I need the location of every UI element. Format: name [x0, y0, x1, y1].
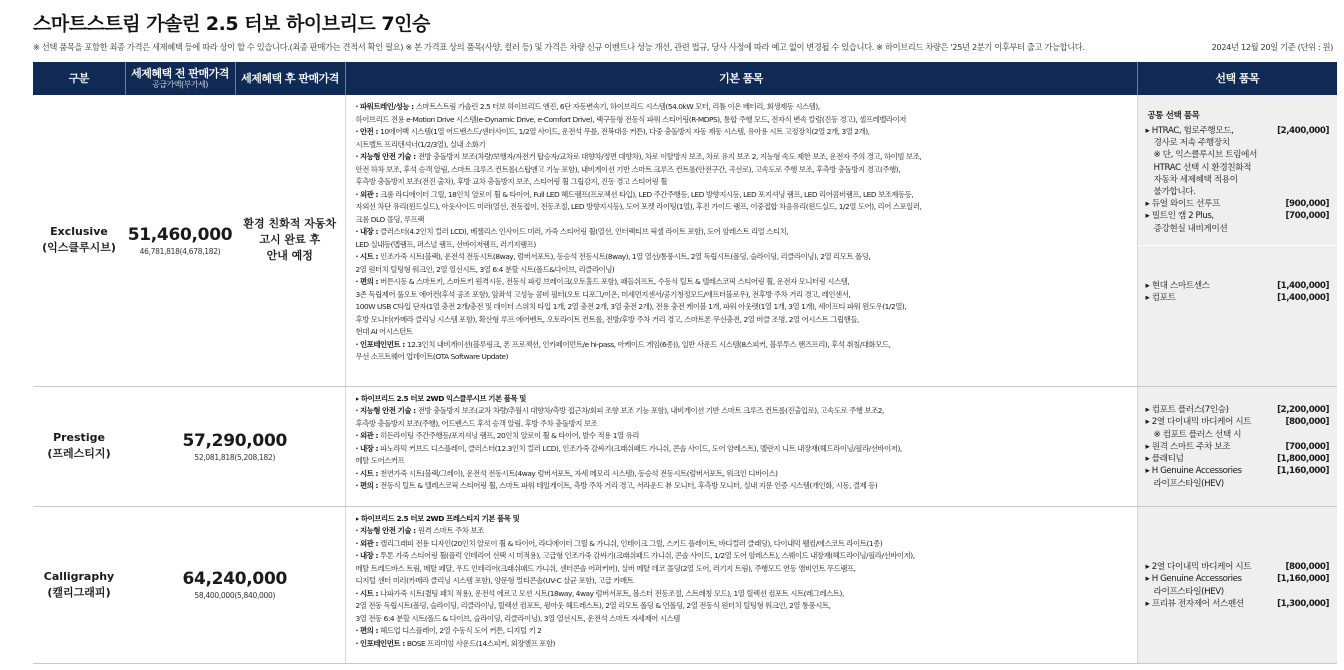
- spec-line: [356, 139, 1129, 152]
- basic-items: [345, 386, 1137, 506]
- spec-line: [356, 563, 1129, 576]
- option-item: [1146, 598, 1330, 610]
- spec-line: [356, 189, 1129, 202]
- option-item: [1146, 404, 1330, 416]
- trim-name-ko: (프레스티지): [47, 447, 111, 460]
- spec-line: [356, 430, 1129, 443]
- option-item: [1146, 573, 1330, 585]
- option-name: ▸ 원격 스마트 주차 보조: [1145, 441, 1231, 452]
- spec-text: 히든라이팅 주간주행등/포지셔닝 램프, 20인치 알로이 휠 & 타이어, 발수 적용 1열 유리: [380, 431, 639, 440]
- option-item: [1146, 561, 1330, 573]
- eco-note-3: 안내 예정: [266, 249, 313, 263]
- option-items: [1137, 506, 1337, 663]
- spec-text: 10에어백 시스템(1열 어드밴스드/센터사이드, 1/2열 사이드, 운전석 무릎, 전복대응 커튼), 다중 충돌방지 자동 제동 시스템, 유아용 시트 고정장치(2열 2개, 3열 2개),: [380, 127, 870, 136]
- spec-line: [356, 525, 1129, 538]
- price-cell: [125, 95, 235, 386]
- trim-name-en: Calligraphy: [43, 569, 115, 583]
- spec-line: [356, 351, 1129, 364]
- spec-text: 하이브리드 전용 e-Motion Drive 시스템(e-Dynamic Drive, e-Comfort Drive), 랙구동형 전동식 파워 스티어링(R-MDPS), 통합 주행 모드, 전자식 변속 칼럼(진동 경고), 셀프레벨라이저: [355, 114, 906, 124]
- spec-text: 디지털 센터 미러(카메라 클리닝 시스템 포함), 양문형 멀티콘솔(UV-C 살균 포함), 고급 카매트: [355, 576, 634, 585]
- spec-line: [356, 114, 1129, 127]
- spec-line: [356, 164, 1129, 177]
- spec-line: [356, 480, 1129, 493]
- spec-line: [356, 126, 1129, 139]
- option-name: ▸ 듀얼 와이드 선루프: [1145, 199, 1220, 210]
- spec-text: 2열 원터치 틸팅형 워크인, 2열 열선시트, 3열 6:4 분할 시트(폴드&다이브, 리클라이닝): [355, 264, 615, 274]
- spec-label: · 지능형 안전 기술 :: [355, 526, 418, 535]
- option-gap: [1146, 246, 1330, 280]
- price-cell: [125, 506, 345, 663]
- spec-line: [356, 339, 1129, 352]
- spec-text: 후측방 충돌방지 보조(주행), 어드밴스드 후석 승객 알림, 후방 주차 충돌방지 보조: [355, 418, 598, 428]
- spec-text: 메탈 트레드바스 트림, 메탈 페달, 우드 인테리어(크래쉬패드 가니쉬, 센터콘솔 어퍼커버), 실버 메탈 데코 몰딩(2열 도어, 러기지 트림), 주행모드 연동 앰비언트 무드램프,: [355, 563, 856, 573]
- option-name: ▸ 프리뷰 전자제어 서스펜션: [1145, 598, 1244, 609]
- spec-line: [356, 226, 1129, 239]
- spec-text: 투톤 가죽 스티어링 휠(플럭 인테리어 선택 시 미적용), 고급형 인조가죽 감싸기(크래쉬패드 가니쉬, 콘솔 사이드, 1/2열 도어 암레스트), 스웨이드 내장재(헤드라이닝/필라/선바이저),: [380, 551, 915, 560]
- spec-text: 자외선 차단 유리(윈드실드), 아웃사이드 미러(열선, 전동접이, 전동조절, LED 방향지시등), 도어 포켓 라이팅(1열), 후진 가이드 램프, 이중접합 차음유리(윈드실드, 1/2열 도어), 리어 스포일러,: [355, 202, 922, 211]
- spec-text: 전방 충돌방지 보조(교차 차량/추월시 대향차/측방 접근차/회피 조향 보조 기능 포함), 내비게이션 기반 스마트 크루즈 컨트롤(진출입로), 고속도로 주행 보조2,: [417, 406, 884, 415]
- spec-line: [356, 301, 1129, 314]
- basic-items: [345, 95, 1137, 386]
- spec-label: · 시트 :: [355, 252, 381, 261]
- option-name: ▸ 빌트인 캠 2 Plus,: [1145, 211, 1214, 222]
- spec-text: LED 실내등(맵램프, 퍼스널 램프, 선바이저램프, 러기지램프): [355, 239, 536, 249]
- spec-line: [356, 326, 1129, 339]
- option-price: [1,160,000]: [1277, 466, 1329, 477]
- option-price: [1,400,000]: [1277, 293, 1329, 304]
- option-name: ▸ 현대 스마트센스: [1145, 280, 1210, 291]
- spec-label: · 편의 :: [355, 626, 381, 635]
- header-price-before-label: 세제혜택 전 판매가격: [131, 67, 229, 81]
- header-options: 선택 품목: [1137, 62, 1337, 95]
- option-detail: 증강현실 내비게이션: [1153, 223, 1228, 234]
- spec-label: · 인포테인먼트 :: [355, 638, 407, 648]
- option-detail: ※ 컴포트 플러스 선택 시: [1153, 429, 1242, 440]
- spec-label: · 지능형 안전 기술 :: [355, 152, 418, 161]
- spec-label: · 외관 :: [355, 431, 381, 440]
- spec-line: [356, 600, 1129, 613]
- spec-text: 파노라믹 커브드 디스플레이, 클러스터(12.3인치 컬러 LCD), 인조가죽 감싸기(크래쉬패드 가니쉬, 콘솔 사이드, 도어 암레스트), 멜란지 니트 내장재(헤드라이닝/필라/선바이저),: [380, 443, 902, 453]
- spec-text: 안전 하차 보조, 후석 승객 알림, 스마트 크루즈 컨트롤(스탑앤고 기능 포함), 내비게이션 기반 스마트 크루즈 컨트롤(안전구간, 곡선로), 고속도로 주행 보조, 후측방 충돌방지 경고(주행),: [355, 164, 901, 174]
- supply-price: 52,081,818(5,208,182): [194, 452, 276, 462]
- spec-text: 버튼시동 & 스마트키, 스마트키 원격시동, 전동식 파킹 브레이크(오토홀드 포함), 패들쉬프트, 수동식 틸트 & 텔레스코픽 스티어링 휠, 운전자 모니터링 시스템,: [380, 277, 850, 286]
- table-row: [33, 386, 1337, 506]
- spec-text: 헤드업 디스플레이, 2열 수동식 도어 커튼, 디지털 키 2: [380, 626, 542, 635]
- option-price: [700,000]: [1285, 441, 1329, 452]
- supply-price: 46,781,818(4,678,182): [139, 246, 221, 256]
- reference-date: 2024년 12월 20일 기준 (단위 : 원): [1206, 41, 1333, 53]
- spec-line: [356, 239, 1129, 252]
- spec-label: · 내장 :: [355, 227, 381, 236]
- option-name: ▸ 2열 다이내믹 바디케어 시트: [1145, 562, 1252, 573]
- option-name: ▸ 플래티넘: [1145, 454, 1184, 465]
- spec-line: [356, 418, 1129, 431]
- spec-text: 100W USB C타입 단자(1열 충전 2개/충전 및 데이터 스위치 타입 1개, 2열 충전 2개, 3열 충전 2개), 전용 충전 케이블 1개, 파워 아웃렛(1열 1개, 3열 1개), 세이프티 파워 윈도우(1/2열),: [355, 302, 907, 311]
- spec-text: 인조가죽 시트(블랙), 운전석 전동시트(8way, 럼버서포트), 동승석 전동시트(8way), 1열 열선/통풍시트, 2열 독립시트(폴딩, 슬라이딩, 리클라이닝), 2열 리모트 폴딩,: [380, 252, 871, 261]
- spec-line: [356, 176, 1129, 189]
- option-item: [1146, 280, 1330, 292]
- option-price: [1,800,000]: [1277, 454, 1329, 465]
- spec-line: [356, 405, 1129, 418]
- spec-text: 캘리그래피 전용 디자인(20인치 알로이 휠 & 타이어, 라디에이터 그릴 & 가니쉬, 인테이크 그릴, 스키드 플레이트, 바디컬러 클래딩), 다이내믹 웰컴/에스코트 라이트(1종): [380, 538, 883, 548]
- spec-line: [356, 101, 1129, 114]
- option-detail: 라이프스타일(HEV): [1153, 478, 1224, 489]
- spec-label: · 파워트레인/성능 :: [355, 102, 416, 111]
- option-price: [800,000]: [1285, 562, 1329, 573]
- option-name: ▸ 컴포트: [1145, 293, 1176, 304]
- spec-line: [356, 468, 1129, 481]
- spec-line: [356, 613, 1129, 626]
- spec-label: · 시트 :: [355, 468, 381, 478]
- option-price: [2,200,000]: [1277, 405, 1329, 416]
- option-detail: ※ 단, 익스클루시브 트림에서: [1153, 150, 1257, 161]
- option-price: [1,300,000]: [1277, 598, 1329, 609]
- spec-line: [356, 214, 1129, 227]
- option-item: [1146, 292, 1330, 304]
- spec-label: · 내장 :: [355, 443, 381, 453]
- spec-text: 3열 전동 6:4 분할 시트(폴드 & 다이브, 슬라이딩, 리클라이닝), 3열 열선시트, 운전석 스마트 자세제어 시스템: [355, 613, 680, 623]
- eco-note-1: 환경 친화적 자동차: [243, 217, 337, 231]
- spec-line: [356, 588, 1129, 601]
- option-detail: 라이프스타일(HEV): [1153, 586, 1224, 597]
- spec-text: 시트벨트 프리텐셔너(1/2/3열), 실내 소화기: [355, 139, 486, 149]
- header-price-after: 세제혜택 후 판매가격: [235, 62, 345, 95]
- spec-label: · 지능형 안전 기술 :: [355, 406, 418, 415]
- spec-text: BOSE 프리미엄 사운드(14스피커, 외장앰프 포함): [406, 638, 556, 648]
- page-title: 스마트스트림 가솔린 2.5 터보 하이브리드 7인승: [33, 13, 430, 35]
- spec-text: 천연가죽 시트(블랙/그레이), 운전석 전동시트(4way 럼버서포트, 자세 메모리 시스템), 동승석 전동시트(럼버서포트, 워크인 디바이스): [380, 468, 778, 478]
- option-items: [1137, 386, 1337, 506]
- basic-items: [345, 506, 1137, 663]
- eco-note-2: 고시 완료 후: [259, 233, 321, 247]
- spec-text: 크롬 DLO 몰딩, 루프랙: [355, 214, 424, 224]
- spec-line: [356, 201, 1129, 214]
- spec-text: 무선 소프트웨어 업데이트(OTA Software Update): [355, 352, 509, 361]
- trim-name-ko: (익스클루시브): [42, 241, 116, 255]
- spec-text: 나파가죽 시트(퀼팅 패치 적용), 운전석 에르고 모션 시트(18way, 4way 럼버서포트, 볼스터 전동조절, 스트레칭 모드), 1열 릴렉션 컴포트 시트(레그레스트),: [380, 588, 844, 598]
- option-price: [2,400,000]: [1277, 126, 1329, 136]
- option-price: [700,000]: [1285, 211, 1329, 222]
- spec-line: [356, 575, 1129, 588]
- spec-text: 전방 충돌방지 보조(차량/보행자/자전거 탑승자/교차로 대향차/정면 대향차), 차로 이탈방지 보조, 차로 유지 보조 2, 지능형 속도 제한 보조, 운전자 주의 경고, 하이빔 보조,: [417, 152, 922, 161]
- option-price: [900,000]: [1285, 199, 1329, 210]
- spec-line: [356, 151, 1129, 164]
- spec-text: 스마트스트림 가솔린 2.5 터보 하이브리드 엔진, 6단 자동변속기, 하이브리드 시스템(54.0kW 모터, 리튬 이온 배터리, 회생제동 시스템),: [415, 102, 820, 111]
- spec-label: · 안전 :: [355, 127, 381, 136]
- trim-name: [33, 386, 125, 506]
- spec-text: 크롬 라디에이터 그릴, 18인치 알로이 휠 & 타이어, Full LED 헤드램프(프로젝션 타입), LED 주간주행등, LED 방향지시등, LED 포지셔닝 램프, LED 리어콤비램프, LED 보조제동등,: [380, 189, 914, 199]
- spec-label: · 시트 :: [355, 588, 381, 598]
- spec-line: [356, 314, 1129, 327]
- price-table: [33, 62, 1337, 664]
- price-before-tax: 64,240,000: [182, 569, 288, 589]
- option-price: [800,000]: [1285, 417, 1329, 428]
- spec-line: [356, 638, 1129, 651]
- spec-line: [356, 538, 1129, 551]
- spec-line: [356, 455, 1129, 468]
- spec-text: 후측방 충돌방지 보조(전진 출차), 후방 교차 충돌방지 보조, 스티어링 휠 그립감지, 진동 경고 스티어링 휠: [355, 177, 667, 186]
- option-name: ▸ H Genuine Accessories: [1145, 574, 1242, 585]
- spec-line: [356, 550, 1129, 563]
- spec-line: [356, 251, 1129, 264]
- spec-line: [356, 264, 1129, 277]
- trim-name: [33, 95, 125, 386]
- option-price: [1,400,000]: [1277, 280, 1329, 291]
- spec-text: 2열 전동 독립시트(폴딩, 슬라이딩, 리클라이닝, 릴렉션 컴포트, 윙아웃 헤드레스트), 2열 리모트 폴딩 & 언폴딩, 2열 전동식 원터치 틸팅형 워크인, 2열 통풍시트,: [355, 601, 831, 610]
- supply-price: 58,400,000(5,840,000): [194, 591, 276, 600]
- option-item: [1146, 465, 1330, 477]
- spec-text: 현대 AI 어시스턴트: [355, 327, 413, 336]
- option-detail: 불가합니다.: [1153, 187, 1196, 198]
- option-item: [1146, 125, 1330, 137]
- option-item: [1146, 453, 1330, 465]
- spec-label: · 인포테인먼트 :: [355, 339, 407, 349]
- spec-text: 메탈 도어스커프: [355, 456, 405, 465]
- spec-label: · 외관 :: [355, 189, 381, 199]
- trim-name-ko: (캘리그래피): [47, 585, 111, 599]
- notice-text: [33, 41, 1333, 53]
- header-price-before: [125, 62, 235, 95]
- option-name: ▸ 2열 다이내믹 바디케어 시트: [1145, 417, 1252, 428]
- spec-line: [356, 513, 1129, 526]
- spec-line: [356, 276, 1129, 289]
- spec-line: [356, 289, 1129, 302]
- table-row: [33, 95, 1337, 386]
- header-trim: 구분: [33, 62, 125, 95]
- table-header-row: [33, 62, 1337, 95]
- spec-text: 원격 스마트 주차 보조: [417, 526, 484, 535]
- price-after-tax: [235, 95, 345, 386]
- trim-name-en: Exclusive: [50, 225, 108, 239]
- option-detail: 자동차 세제혜택 적용이: [1153, 174, 1238, 185]
- spec-text: 후방 모니터(카메라 클리닝 시스템 포함), 확산형 루프 에어벤트, 오토라이트 컨트롤, 전방/후방 주차 거리 경고, 스마트폰 무선충전, 2열 버클 조명, 2열 어시스트 그립핸들,: [355, 314, 859, 324]
- spec-label: · 편의 :: [355, 481, 381, 490]
- option-item: [1146, 441, 1330, 453]
- price-before-tax: 51,460,000: [127, 224, 233, 245]
- spec-line: [356, 443, 1129, 456]
- option-detail: 경사로 저속 주행장치: [1153, 138, 1230, 149]
- price-cell: [125, 386, 345, 506]
- spec-text: 3존 독립제어 풀오토 에어컨(후석 공조 포함), 앞좌석 고성능 콤비 필터(오토 디포그/이온, 미세먼지센서/공기청정모드/애프터블로우), 전후방 주차 거리 경고, 레인센서,: [355, 289, 851, 299]
- spec-label: ▸ 하이브리드 2.5 터보 2WD 프레스티지 기본 품목 및: [355, 513, 520, 523]
- spec-text: 12.3인치 내비게이션(블루링크, 폰 프로젝션, 인카페이먼트/e hi-pass, 아케이드 게임(6종)), 일반 사운드 시스템(8스피커, 블루투스 핸즈프리), 후석 취침/대화모드,: [406, 339, 891, 349]
- spec-text: 클러스터(4.2인치 컬러 LCD), 베젤리스 인사이드 미러, 가죽 스티어링 휠(열선, 인터랙티브 픽셀 라이트 포함), 도어 암레스트 리얼 스티치,: [380, 227, 789, 236]
- spec-label: · 내장 :: [355, 551, 381, 560]
- option-detail: HTRAC 선택 시 환경친화적: [1153, 162, 1252, 173]
- spec-label: ▸ 하이브리드 2.5 터보 2WD 익스클루시브 기본 품목 및: [355, 393, 526, 403]
- header-price-before-sub: 공급가액(부가세): [152, 80, 208, 90]
- option-item: [1146, 416, 1330, 428]
- option-items: [1137, 95, 1337, 386]
- option-price: [1,160,000]: [1277, 574, 1329, 585]
- option-name: ▸ HTRAC, 험로주행모드,: [1145, 126, 1234, 136]
- spec-label: · 편의 :: [355, 277, 381, 286]
- trim-name: [33, 506, 125, 663]
- header-basic-items: 기본 품목: [345, 62, 1137, 95]
- option-item: [1146, 210, 1330, 222]
- spec-text: 전동식 틸트 & 텔레스코픽 스티어링 휠, 스마트 파워 테일게이트, 측방 주차 거리 경고, 서라운드 뷰 모니터, 후측방 모니터, 실내 지문 인증 시스템(개인화, 시동, 결제 등): [380, 481, 878, 490]
- spec-line: [356, 393, 1129, 406]
- option-item: [1146, 198, 1330, 210]
- common-options-heading: 공통 선택 품목: [1147, 111, 1200, 121]
- option-name: ▸ 컴포트 플러스(7인승): [1145, 405, 1229, 416]
- spec-line: [356, 625, 1129, 638]
- table-row: [33, 506, 1337, 663]
- price-before-tax: 57,290,000: [182, 430, 288, 451]
- disclaimer: ※ 선택 품목을 포함한 최종 가격은 세제혜택 등에 따라 상이 할 수 있습니다.(최종 판매가는 견적서 확인 필요) ※ 본 가격표 상의 품목(사양, 컬러 등) 및 가격은 차량 신규 이벤트나 성능 개선, 관련 법규, 당사 사정에 따라 예고 없이 변경될 수 있습니다. ※ 하이브리드 차량은 '25년 2분기 이후부터 출고 가능합니다.: [33, 42, 1085, 52]
- option-name: ▸ H Genuine Accessories: [1145, 466, 1242, 477]
- trim-name-en: Prestige: [53, 431, 105, 445]
- spec-label: · 외관 :: [355, 538, 381, 548]
